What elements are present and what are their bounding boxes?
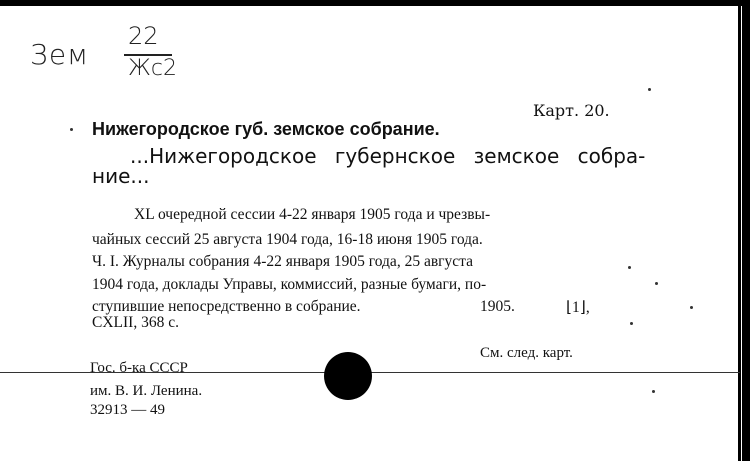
organization-line-2: ние...: [92, 164, 150, 188]
publication-year: 1905.: [480, 298, 515, 315]
description-line: XL очередной сессии 4-22 января 1905 года и чрезвы-: [134, 206, 491, 223]
speck: [648, 88, 651, 91]
card-border-top: [0, 0, 750, 6]
punch-hole: [324, 352, 372, 400]
volume-bracket: ⌊1⌋,: [566, 299, 590, 316]
card-number: Карт. 20.: [533, 101, 610, 120]
handwritten-number-top: 22: [128, 22, 159, 50]
handwritten-number-bottom: Жс2: [128, 56, 177, 81]
page-count-line: CXLII, 368 с.: [92, 314, 179, 331]
organization-line-1: ...Нижегородское губернское земское собра-: [130, 144, 646, 168]
description-line: Ч. I. Журналы собрания 4-22 января 1905 года, 25 августа: [92, 253, 473, 270]
library-stamp-line-2: им. В. И. Ленина.: [90, 383, 203, 399]
card-border-right-inner: [738, 0, 741, 461]
handwritten-signature: Зем: [30, 38, 90, 71]
description-line: чайных сессий 25 августа 1904 года, 16-18 июня 1905 года.: [92, 231, 483, 248]
library-stamp-line-3: 32913 — 49: [90, 402, 165, 418]
speck: [655, 282, 658, 285]
speck: [628, 266, 631, 269]
see-next-card-note: См. след. карт.: [480, 345, 573, 361]
speck: [70, 128, 73, 131]
divider-line-right: [370, 372, 740, 373]
speck: [630, 322, 633, 325]
speck: [652, 390, 655, 393]
library-stamp-line-1: Гос. б-ка СССР: [90, 360, 188, 376]
description-line: ступившие непосредственно в собрание.: [92, 298, 361, 315]
description-line: 1904 года, доклады Управы, коммиссий, разные бумаги, по-: [92, 276, 487, 293]
speck: [690, 306, 693, 309]
card-border-right: [742, 0, 750, 461]
card-heading: Нижегородское губ. земское собрание.: [92, 119, 440, 139]
